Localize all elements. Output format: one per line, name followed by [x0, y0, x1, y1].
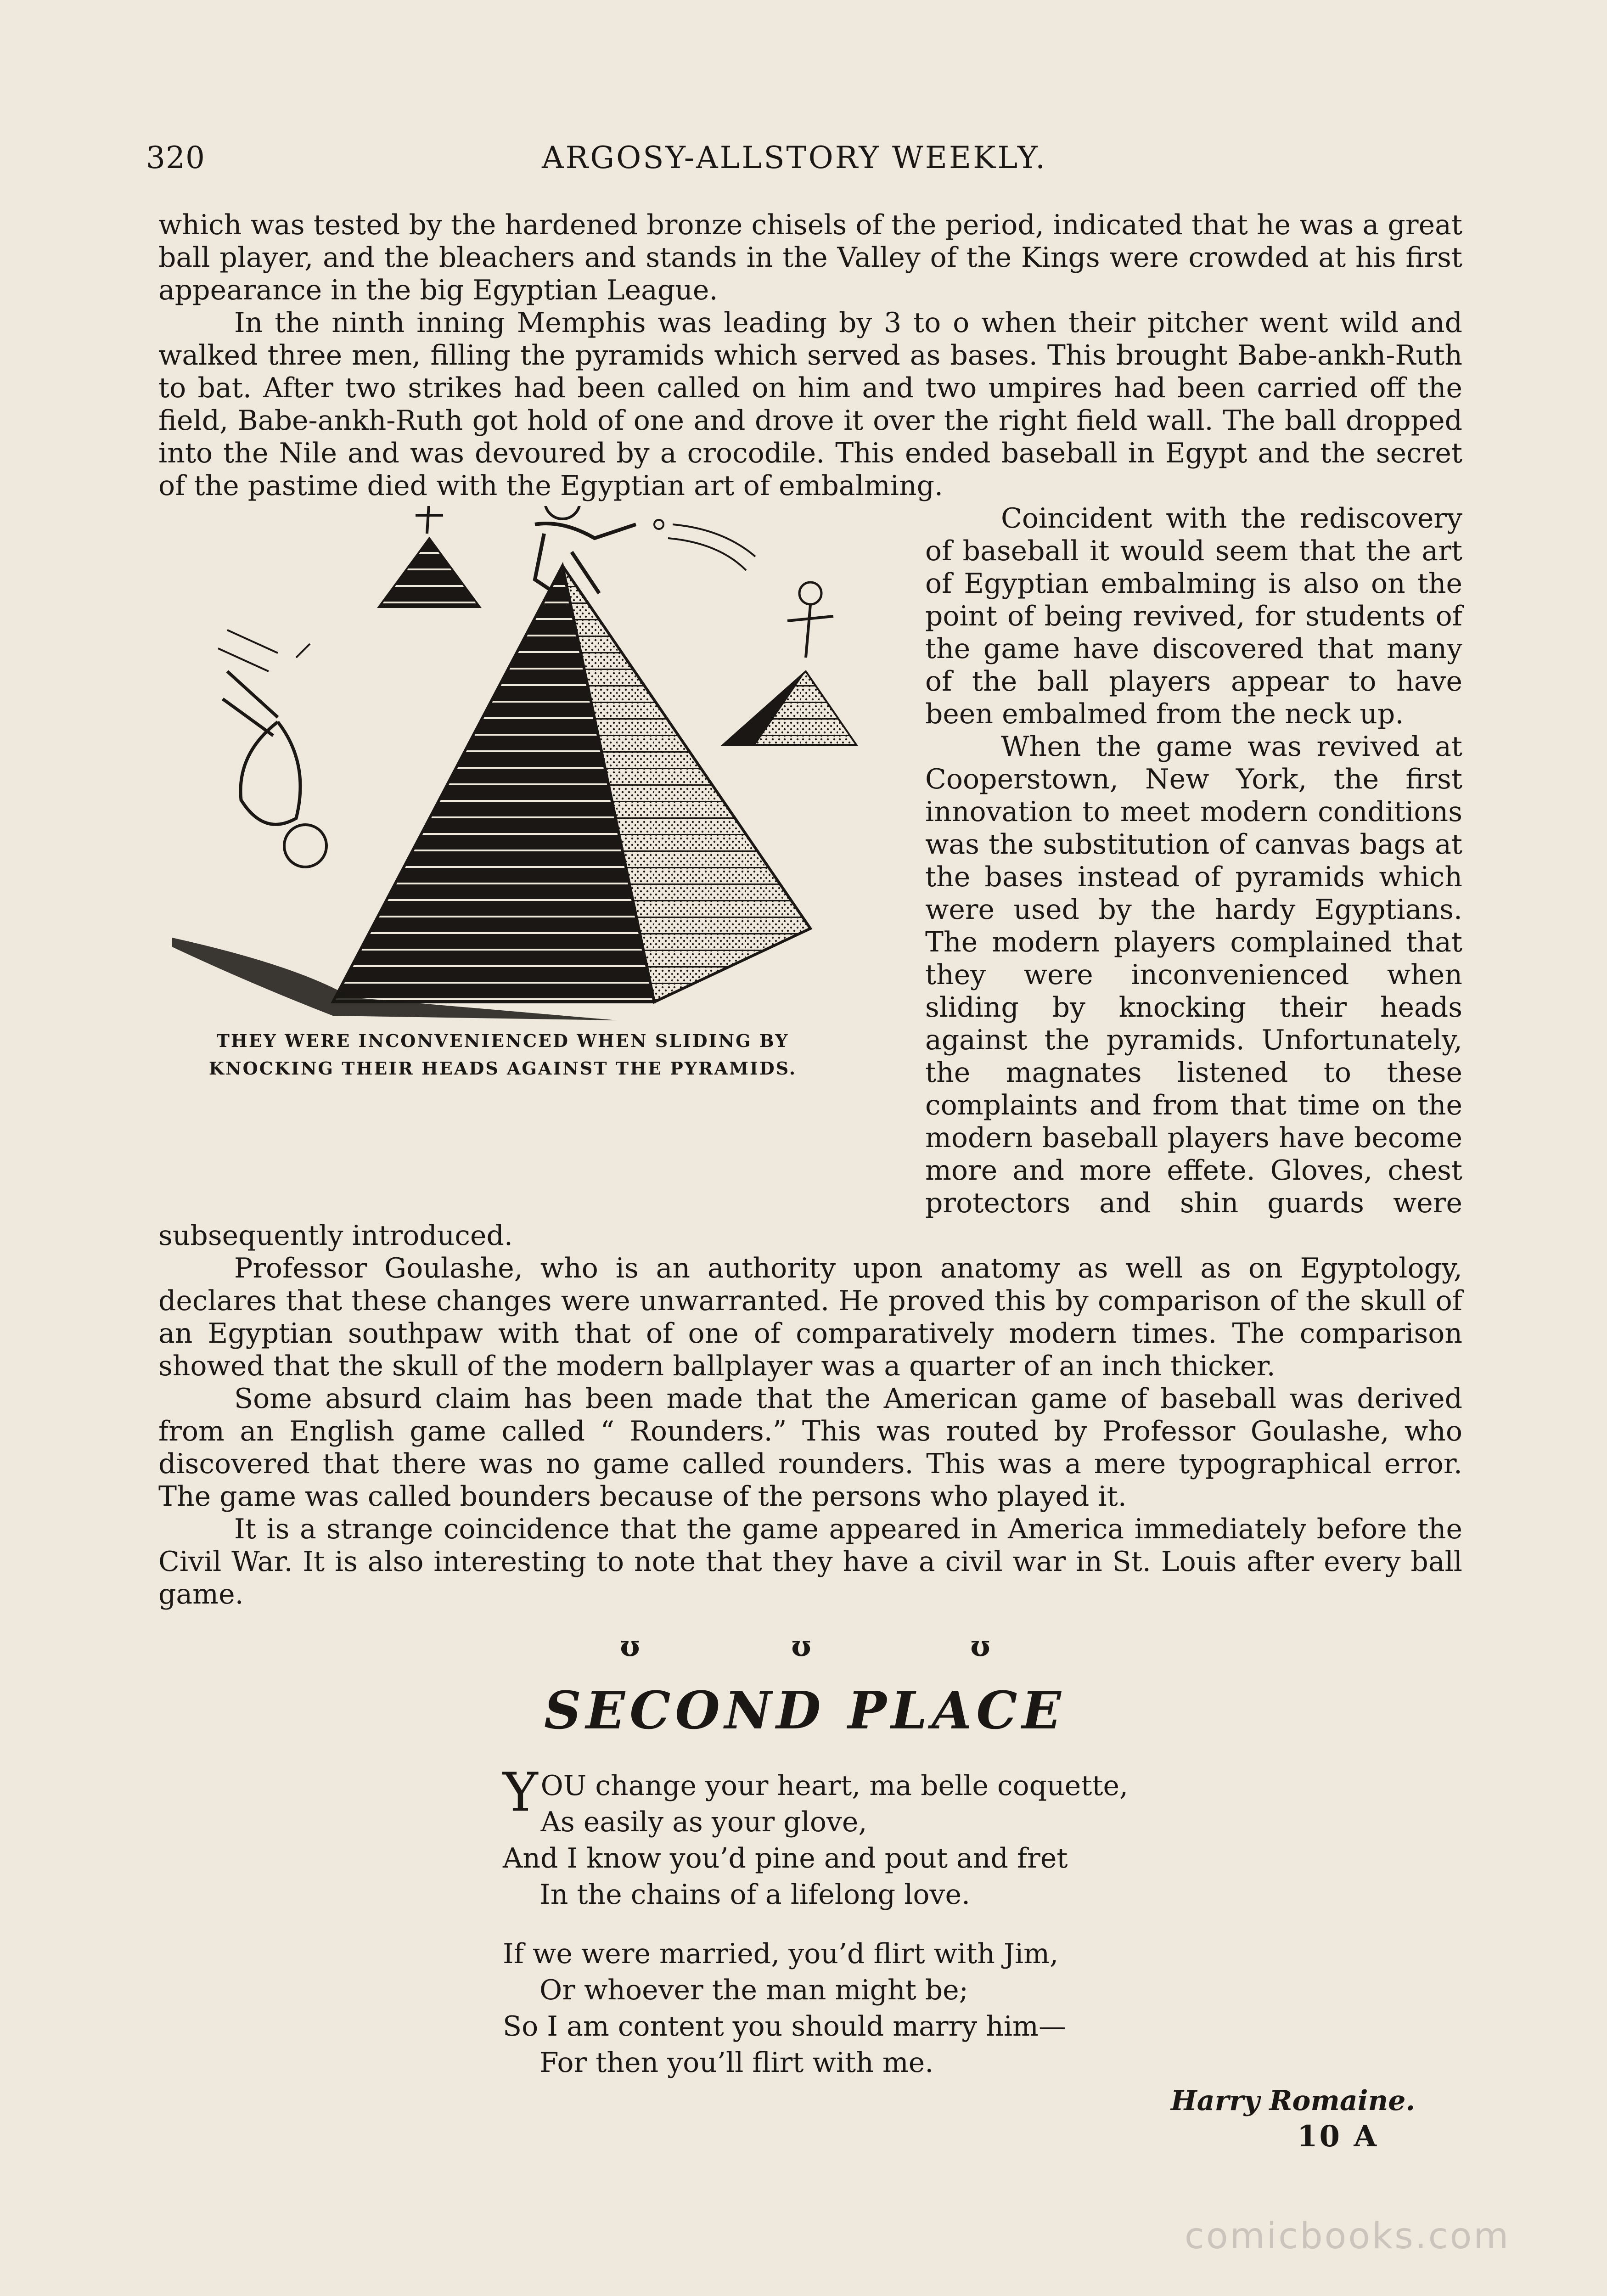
article-paragraph: Some absurd claim has been made that the American game of baseball was derived from an English game called “ Rounders.” This was routed by Professor Goulashe, who discovered that there was no game called rounders. This was a mere typographical error. The game was called bounders because of the persons who played it. — [158, 1383, 1462, 1513]
poem-line: If we were married, you’d flirt with Jim, — [503, 1938, 1059, 1970]
running-head: ARGOSY-ALLSTORY WEEKLY. — [542, 140, 1047, 175]
article-paragraph: When the game was revived at Cooperstown, New York, the first innovation to meet modern conditions was the substitution of canvas bags at the bases instead of pyramids which were used by the hardy Egyptians. The modern players complained that they were inconvenienced when sliding by knocking their heads against the pyramids. Unfortunately, the magnates listened to these complaints and from that time on the modern baseball players have become more and more effete. Gloves, chest protectors and shin guards were subsequently introduced. — [158, 731, 1462, 1252]
drop-cap: Y — [503, 1761, 538, 1823]
poem — [503, 1761, 1237, 2081]
watermark: comicbooks.com — [1185, 2216, 1511, 2257]
poem-line: As easily as your glove, — [540, 1806, 867, 1838]
page-number: 320 — [146, 140, 205, 175]
sheet-signature-mark: 10 A — [1297, 2119, 1378, 2154]
article-paragraph: Coincident with the rediscovery of baseball it would seem that the art of Egyptian embalming is also on the point of being revived, for students of the game have discovered that many of the ball players appear to have been embalmed from the neck up. — [925, 502, 1462, 730]
poem-line: For then you’ll flirt with me. — [539, 2047, 934, 2079]
section-ornaments — [0, 1628, 1607, 1669]
article-paragraph: In the ninth inning Memphis was leading by 3 to o when their pitcher went wild and walked three men, filling the pyramids which served as bases. This brought Babe-ankh-Ruth to bat. After two strikes had been called on him and two umpires had been carried off the field, Babe-ankh-Ruth got hold of one and drove it over the right field wall. The ball dropped into the Nile and was devoured by a crocodile. This ended baseball in Egypt and the secret of the pastime died with the Egyptian art of embalming. — [158, 307, 1462, 502]
illustration-caption: THEY WERE INCONVENIENCED WHEN SLIDING BY KNOCKING THEIR HEADS AGAINST THE PYRAMIDS. — [208, 1030, 797, 1079]
article-body — [158, 209, 1462, 1611]
article-paragraph: Professor Goulashe, who is an authority upon anatomy as well as on Egyptology, declares that these changes were unwarranted. He proved this by comparison of the skull of an Egyptian southpaw with that of one of comparatively modern times. The comparison showed that the skull of the modern ballplayer was a quarter of an inch thicker. — [158, 1252, 1462, 1382]
poem-line: And I know you’d pine and pout and fret — [503, 1842, 1068, 1874]
ornament-glyph: ʊ — [970, 1629, 990, 1663]
pyramid-drawing — [158, 506, 893, 1195]
ornament-glyph: ʊ — [620, 1629, 640, 1663]
poem-author: Harry Romaine. — [1171, 2085, 1416, 2117]
poem-line: In the chains of a lifelong love. — [539, 1879, 971, 1911]
poem-line: So I am content you should marry him— — [503, 2010, 1066, 2043]
article-paragraph: which was tested by the hardened bronze chisels of the period, indicated that he was a great ball player, and the bleachers and stands in the Valley of the Kings were crowded at his first appearance in the big Egyptian League. — [158, 209, 1462, 306]
article-paragraph: It is a strange coincidence that the game appeared in America immediately before the Civil War. It is also interesting to note that they have a civil war in St. Louis after every ball game. — [158, 1513, 1462, 1610]
poem-line: Or whoever the man might be; — [539, 1974, 968, 2006]
poem-title: SECOND PLACE — [544, 1681, 1066, 1741]
ornament-glyph: ʊ — [791, 1629, 811, 1663]
poem-line-text: OU change your heart, ma belle coquette, — [540, 1770, 1129, 1802]
stanza-gap — [503, 1913, 1237, 1936]
pyramid-illustration — [158, 506, 893, 1190]
